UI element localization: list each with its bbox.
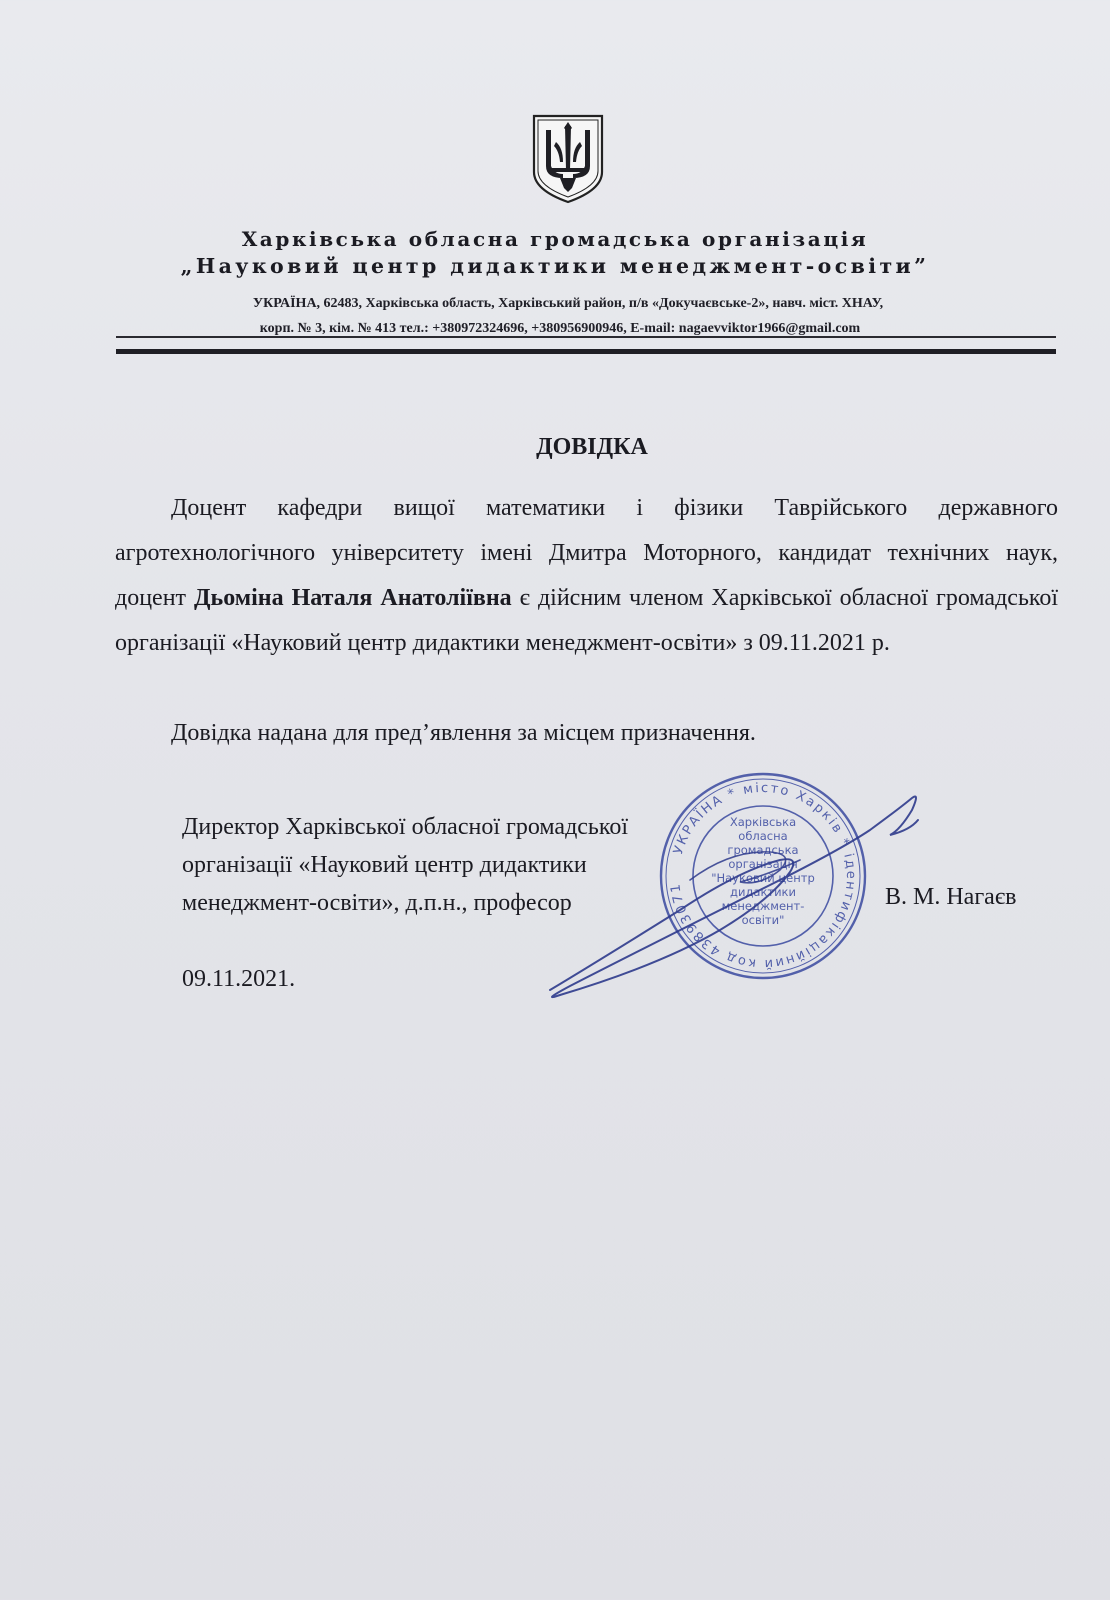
stamp-inner-line: "Науковий центр — [711, 871, 815, 885]
stamp-inner-line: Харківська — [729, 815, 797, 829]
purpose-note: Довідка надана для пред’явлення за місцем призначення. — [171, 720, 756, 746]
signer-name: В. М. Нагаєв — [885, 884, 1017, 910]
stamp-inner-line: дидактики — [730, 885, 796, 899]
header-divider-thick — [116, 349, 1056, 354]
stamp-inner-line: організація — [728, 857, 798, 871]
signer-title-line2: організації «Науковий центр дидактики — [182, 852, 587, 878]
document-date: 09.11.2021. — [182, 966, 296, 992]
organization-name-line1: Харківська обласна громадська організація — [241, 227, 869, 251]
address-line2: корп. № 3, кім. № 413 тел.: +380972324696, +380956900946, E-mail: nagaevviktor1966@gmail.com — [259, 321, 861, 336]
body-text-part1: Доцент кафедри вищої математики і фізики Таврійського державного агротехнологічного університету імені Дмитра Моторного, кандидат технічних наук, доцент — [115, 495, 1058, 611]
body-text-part2: є дійсним членом Харківської обласної громадської організації «Науковий центр дидактики менеджмент-освіти» з 09.11.2021 р. — [115, 585, 1058, 656]
stamp-inner-line: громадська — [727, 843, 799, 857]
member-name: Дьоміна Наталя Анатоліївна — [194, 585, 512, 611]
signer-title-line1: Директор Харківської обласної громадської — [182, 814, 628, 840]
document-body — [115, 486, 1058, 666]
handwritten-signature — [540, 790, 940, 1010]
document-title: ДОВІДКА — [536, 434, 648, 460]
coat-of-arms-emblem — [530, 112, 606, 204]
stamp-outer-text: УКРАЇНА * місто Харків * ідентифікаційний код 43893071 — [668, 780, 859, 972]
organization-name-line2: „Науковий центр дидактики менеджмент-освіти” — [180, 254, 930, 278]
stamp-inner-line: обласна — [738, 829, 788, 843]
stamp-inner-line: менеджмент- — [721, 899, 805, 913]
header-divider-thin — [116, 336, 1056, 338]
address-line1: УКРАЇНА, 62483, Харківська область, Харківський район, п/в «Докучаєвське-2», навч. міст. ХНАУ, — [252, 296, 884, 311]
stamp-inner-line: освіти" — [741, 913, 785, 927]
signer-title-line3: менеджмент-освіти», д.п.н., професор — [182, 890, 572, 916]
